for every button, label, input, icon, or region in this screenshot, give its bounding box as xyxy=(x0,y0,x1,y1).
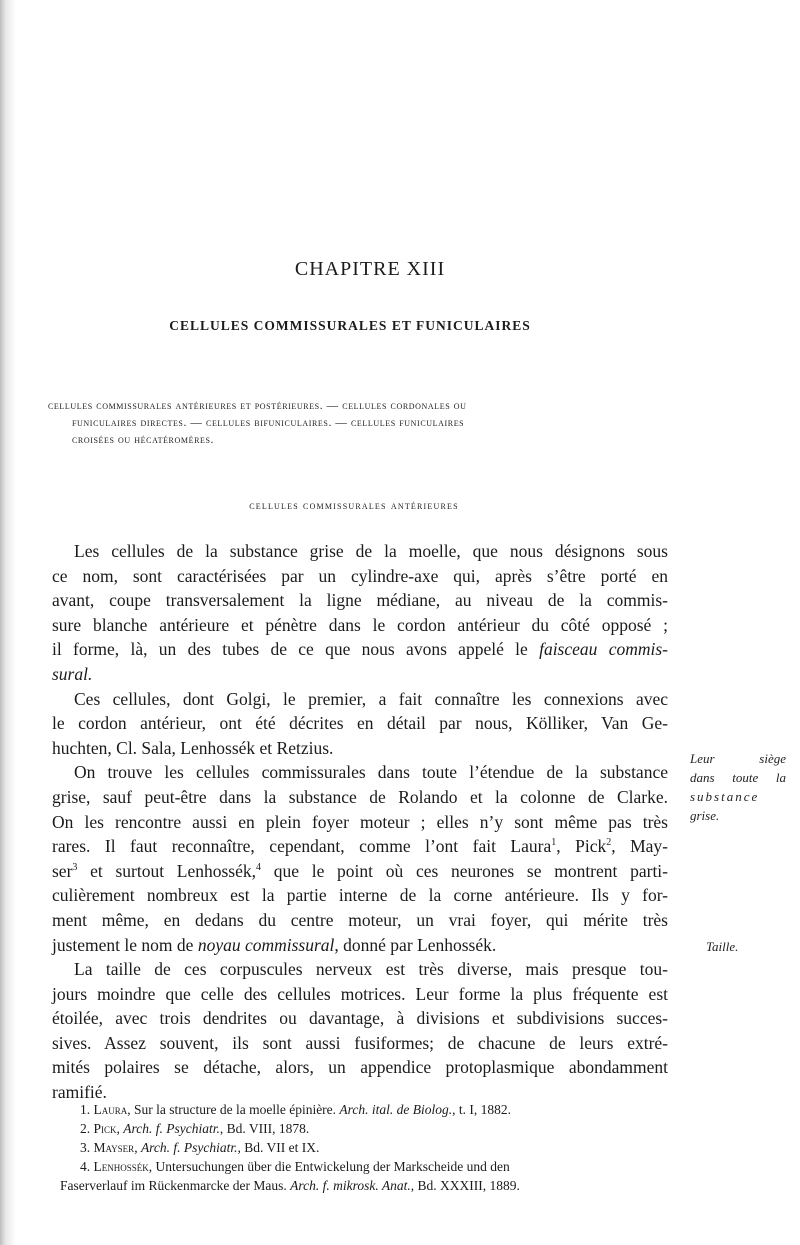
text-line: mités polaires se détache, alors, un appendice protoplasmique abondamment xyxy=(52,1057,668,1078)
text-run: que le point où ces neurones se montrent parti- xyxy=(261,860,668,881)
text-line xyxy=(52,859,668,884)
margin-note-line: grise. xyxy=(690,808,720,823)
footnotes xyxy=(60,1100,670,1195)
text-line: ce nom, sont caractérisées par un cylindre-axe qui, après s’être porté en xyxy=(52,565,668,586)
footnote-journal: Arch. f. Psychiatr. xyxy=(123,1121,220,1136)
text-line: On trouve les cellules commissurales dans toute l’étendue de la substance xyxy=(74,762,668,783)
chapter-summary xyxy=(48,398,660,449)
text-run: , donné par Lenhossék. xyxy=(334,934,497,955)
italic-term: sural. xyxy=(52,663,93,684)
footnote-journal: Arch. f. mikrosk. Anat. xyxy=(290,1178,411,1193)
margin-note-line: Leur siège xyxy=(690,751,786,766)
chapter-title: CHAPITRE XIII xyxy=(294,258,446,280)
footnote xyxy=(60,1100,670,1119)
paragraph xyxy=(52,539,668,687)
text-line: grise, sauf peut-être dans la substance de Rolando et la colonne de Clarke. xyxy=(52,786,668,807)
footnote-journal: Arch. f. Psychiatr. xyxy=(140,1140,238,1155)
footnote-ref: 2 xyxy=(606,837,612,849)
footnote-text: , Untersuchungen über die Entwickelung der Markscheide und den xyxy=(148,1159,510,1174)
footnote-author: Mayser xyxy=(93,1140,135,1155)
footnote-text: , Sur la structure de la moelle épinière. xyxy=(127,1102,340,1117)
summary-line: cellules commissurales antérieures et postérieures. — cellules cordonales ou xyxy=(48,400,467,412)
margin-note-line: dans toute la xyxy=(690,770,786,785)
text-run: et surtout Lenhossék, xyxy=(77,860,257,881)
footnote-text: , xyxy=(116,1121,124,1136)
text-line: ment même, en dedans du centre moteur, un vrai foyer, qui mérite très xyxy=(52,909,668,930)
footnote-ref: 3 xyxy=(72,861,78,873)
footnote-number: 1. xyxy=(80,1102,91,1117)
footnote-number: 4. xyxy=(80,1159,91,1174)
text-line: étoilée, avec trois dendrites ou davantage, à divisions et subdivisions succes- xyxy=(52,1008,668,1029)
footnote-number: 2. xyxy=(80,1121,91,1136)
text-line xyxy=(52,662,668,687)
summary-line: croisées ou hécatéromères. xyxy=(72,434,215,446)
footnote-text: , t. I, 1882. xyxy=(452,1102,512,1117)
text-line: avant, coupe transversalement la ligne médiane, au niveau de la commis- xyxy=(52,590,668,611)
text-line: sure blanche antérieure et pénètre dans le cordon antérieur du côté opposé ; xyxy=(52,614,668,635)
footnote-number: 3. xyxy=(80,1140,91,1155)
footnote-ref: 1 xyxy=(551,837,557,849)
text-line: sives. Assez souvent, ils sont aussi fusiformes; de chacune de leurs extré- xyxy=(52,1032,668,1053)
italic-term: faisceau commis- xyxy=(539,639,668,660)
footnote-ref: 4 xyxy=(256,861,262,873)
summary-line: funiculaires directes. — cellules bifuniculaires. — cellules funiculaires xyxy=(72,417,465,429)
text-run: , Pick xyxy=(556,836,607,857)
chapter-subtitle: CELLULES COMMISSURALES ET FUNICULAIRES xyxy=(169,318,531,333)
text-run: justement le nom de xyxy=(52,934,198,955)
footnote-continuation xyxy=(60,1176,670,1195)
text-line xyxy=(52,834,668,859)
text-line xyxy=(52,637,668,662)
text-run: ser xyxy=(52,860,73,881)
text-line: le cordon antérieur, ont été décrites en détail par nous, Kölliker, Van Ge- xyxy=(52,713,668,734)
section-heading: cellules commissurales antérieures xyxy=(249,498,459,512)
margin-note-line: substance xyxy=(690,789,760,804)
text-line: La taille de ces corpuscules nerveux est très diverse, mais presque tou- xyxy=(74,959,668,980)
footnote-text: , xyxy=(134,1140,141,1155)
body-text xyxy=(52,539,668,1105)
paragraph xyxy=(52,957,668,1105)
footnote-author: Lenhossék xyxy=(93,1159,149,1174)
text-run: , May- xyxy=(611,836,668,857)
footnote-text: , Bd. XXXIII, 1889. xyxy=(410,1178,520,1193)
paragraph xyxy=(52,687,668,761)
text-line: jours moindre que celle des cellules motrices. Leur forme la plus fréquente est xyxy=(52,983,668,1004)
text-line: ramifié. xyxy=(52,1082,107,1103)
footnote-author: Laura xyxy=(93,1102,128,1117)
text-run: rares. Il faut reconnaître, cependant, comme l’ont fait Laura xyxy=(52,836,552,857)
footnote xyxy=(60,1157,670,1176)
footnote-journal: Arch. ital. de Biolog. xyxy=(339,1102,453,1117)
margin-note-siege xyxy=(690,749,786,825)
text-line: Ces cellules, dont Golgi, le premier, a fait connaître les connexions avec xyxy=(74,688,668,709)
footnote xyxy=(60,1119,670,1138)
footnote-text: , Bd. VII et IX. xyxy=(237,1140,320,1155)
text-line xyxy=(52,933,668,958)
text-run: il forme, là, un des tubes de ce que nous avons appelé le xyxy=(52,639,540,660)
italic-term: noyau commissural xyxy=(197,934,335,955)
footnote-text: Faserverlauf im Rückenmarcke der Maus. xyxy=(60,1178,291,1193)
footnote-text: , Bd. VIII, 1878. xyxy=(219,1121,310,1136)
text-line: Les cellules de la substance grise de la moelle, que nous désignons sous xyxy=(74,541,668,561)
paragraph xyxy=(52,760,668,957)
text-line: culièrement nombreux est la partie interne de la corne antérieure. Ils y for- xyxy=(52,885,668,906)
footnote-author: Pick xyxy=(93,1121,117,1136)
margin-note-taille: Taille. xyxy=(706,939,739,954)
text-line: huchten, Cl. Sala, Lenhossék et Retzius. xyxy=(52,737,334,758)
text-line: On les rencontre aussi en plein foyer moteur ; elles n’y sont même pas très xyxy=(52,811,668,832)
footnote xyxy=(60,1138,670,1157)
